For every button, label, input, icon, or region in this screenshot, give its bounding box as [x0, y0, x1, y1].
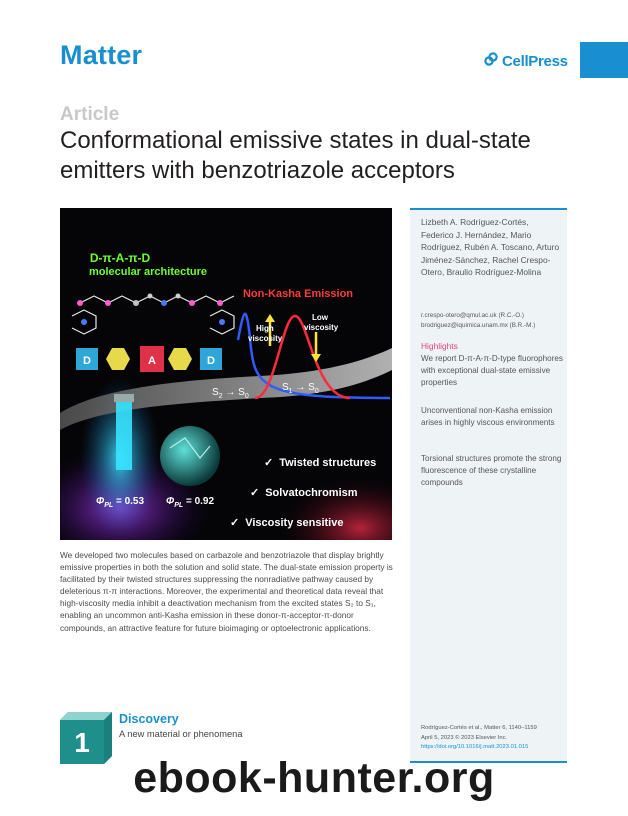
low-viscosity-label: Low viscosity	[304, 313, 339, 332]
block-a: A	[148, 355, 156, 367]
discovery-number: 1	[74, 727, 90, 758]
phi-right-label: $\Phi_{PL} = 0.92$	[166, 496, 215, 509]
article-sidebar	[410, 208, 567, 763]
vial-cap	[114, 394, 134, 402]
citation-reference: Rodríguez-Cortés et al., Matter 6, 1140–1159	[421, 725, 537, 731]
contact-emails	[421, 311, 563, 331]
block-d-right: D	[207, 355, 215, 367]
highlight-item: Unconventional non-Kasha emission arises in highly viscous environments	[421, 406, 555, 427]
phi-left-label: $\Phi_{PL} = 0.53$	[96, 496, 145, 509]
nonkasha-label: Non-Kasha Emission	[242, 288, 354, 300]
article-type-label: Article	[60, 104, 120, 125]
s1-s0-label: $S_1 \to S_0$	[282, 382, 319, 395]
highlight-item: We report D-π-A-π-D-type fluorophores with exceptional dual-state emissive properties	[421, 354, 563, 387]
citation-date: April 5, 2023 © 2023 Elsevier Inc.	[421, 734, 508, 741]
crystal-sphere	[160, 426, 220, 486]
abstract-text: We developed two molecules based on carbazole and benzotriazole that display brightly emissive properties in both the solution and solid state. The dual-state emission property is facilitated by their twisted structures suppressing the nonradiative pathway caused by deleterious π-π interactions. Moreover, the experimental and theoretical data reveal that high-viscosity media inhibit a deactivation mechanism from the excited states S₂ to S₁, enabling an uncommon anti-Kasha emission in these donor-π-acceptor-π-donor compounds, an attractive feature for future bioimaging or optoelectronic applications.	[60, 550, 393, 633]
publisher-name: CellPress	[502, 52, 568, 70]
feature-twisted: ✓ Twisted structures	[264, 457, 377, 469]
author-list: Lizbeth A. Rodríguez-Cortés, Federico J. Hernández, Mario Rodríguez, Rubén A. Toscano, Arturo Jiménez-Sánchez, Rachel Crespo-Otero, Braulio Rodríguez-Molina	[421, 217, 560, 278]
high-viscosity-label: High viscosity	[248, 324, 283, 343]
feature-solvatochromism: ✓ Solvatochromism	[250, 487, 358, 499]
publisher-logo	[484, 52, 568, 70]
header-accent-block	[580, 42, 628, 78]
highlight-item: Torsional structures promote the strong fluorescence of these crystalline compounds	[421, 454, 562, 487]
watermark: ebook-hunter.org	[133, 754, 495, 802]
journal-logo: Matter	[60, 40, 143, 70]
article-title: Conformational emissive states in dual-state emitters with benzotriazole acceptors	[60, 127, 531, 184]
graphical-abstract	[60, 208, 392, 540]
s2-s0-label: $S_2 \to S_0$	[212, 387, 249, 400]
cellpress-icon	[484, 52, 498, 70]
architecture-title: D-π-A-π-D	[89, 251, 151, 265]
discovery-title: Discovery	[119, 712, 179, 726]
block-d-left: D	[83, 355, 91, 367]
feature-viscosity: ✓ Viscosity sensitive	[230, 517, 344, 529]
discovery-description: A new material or phenomena	[119, 729, 243, 739]
solution-vial	[116, 398, 132, 470]
email-2[interactable]: brodriguez@iquimica.unam.mx (B.R.-M.)	[421, 322, 536, 329]
highlights-heading: Highlights	[421, 341, 458, 351]
doi-link[interactable]: https://doi.org/10.1016/j.matt.2023.01.015	[421, 744, 529, 750]
citation-block	[421, 724, 563, 753]
architecture-subtitle: molecular architecture	[89, 266, 207, 278]
email-1[interactable]: r.crespo-otero@qmul.ac.uk (R.C.-O.)	[421, 312, 524, 319]
block-row	[76, 346, 222, 372]
